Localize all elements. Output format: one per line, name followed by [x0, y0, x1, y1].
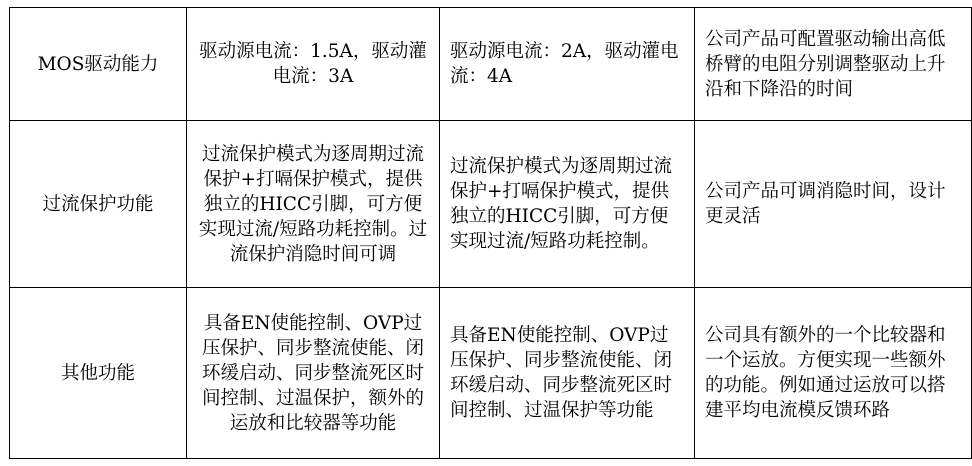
- feature-cell: 过流保护功能: [10, 121, 187, 288]
- spec-cell-competitor: 过流保护模式为逐周期过流保护+打嗝保护模式，提供独立的HICC引脚，可方便实现过流/短路功耗控制。: [440, 121, 695, 288]
- feature-cell: MOS驱动能力: [10, 8, 187, 121]
- spec-cell-company: 过流保护模式为逐周期过流保护+打嗝保护模式，提供独立的HICC引脚，可方便实现过流/短路功耗控制。过流保护消隐时间可调: [187, 121, 440, 288]
- comparison-table: [9, 7, 972, 459]
- spec-cell-company: 具备EN使能控制、OVP过压保护、同步整流使能、闭环缓启动、同步整流死区时间控制、过温保护，额外的运放和比较器等功能: [187, 288, 440, 459]
- table-row: [10, 288, 972, 459]
- spec-cell-competitor: 具备EN使能控制、OVP过压保护、同步整流使能、闭环缓启动、同步整流死区时间控制、过温保护等功能: [440, 288, 695, 459]
- spec-cell-company: 驱动源电流：1.5A，驱动灌电流：3A: [187, 8, 440, 121]
- table-row: [10, 121, 972, 288]
- comparison-note-cell: 公司产品可调消隐时间，设计更灵活: [695, 121, 972, 288]
- comparison-note-cell: 公司产品可配置驱动输出高低桥臂的电阻分别调整驱动上升沿和下降沿的时间: [695, 8, 972, 121]
- comparison-note-cell: 公司具有额外的一个比较器和一个运放。方便实现一些额外的功能。例如通过运放可以搭建平均电流模反馈环路: [695, 288, 972, 459]
- spec-cell-competitor: 驱动源电流：2A，驱动灌电流：4A: [440, 8, 695, 121]
- table-row: [10, 8, 972, 121]
- feature-cell: 其他功能: [10, 288, 187, 459]
